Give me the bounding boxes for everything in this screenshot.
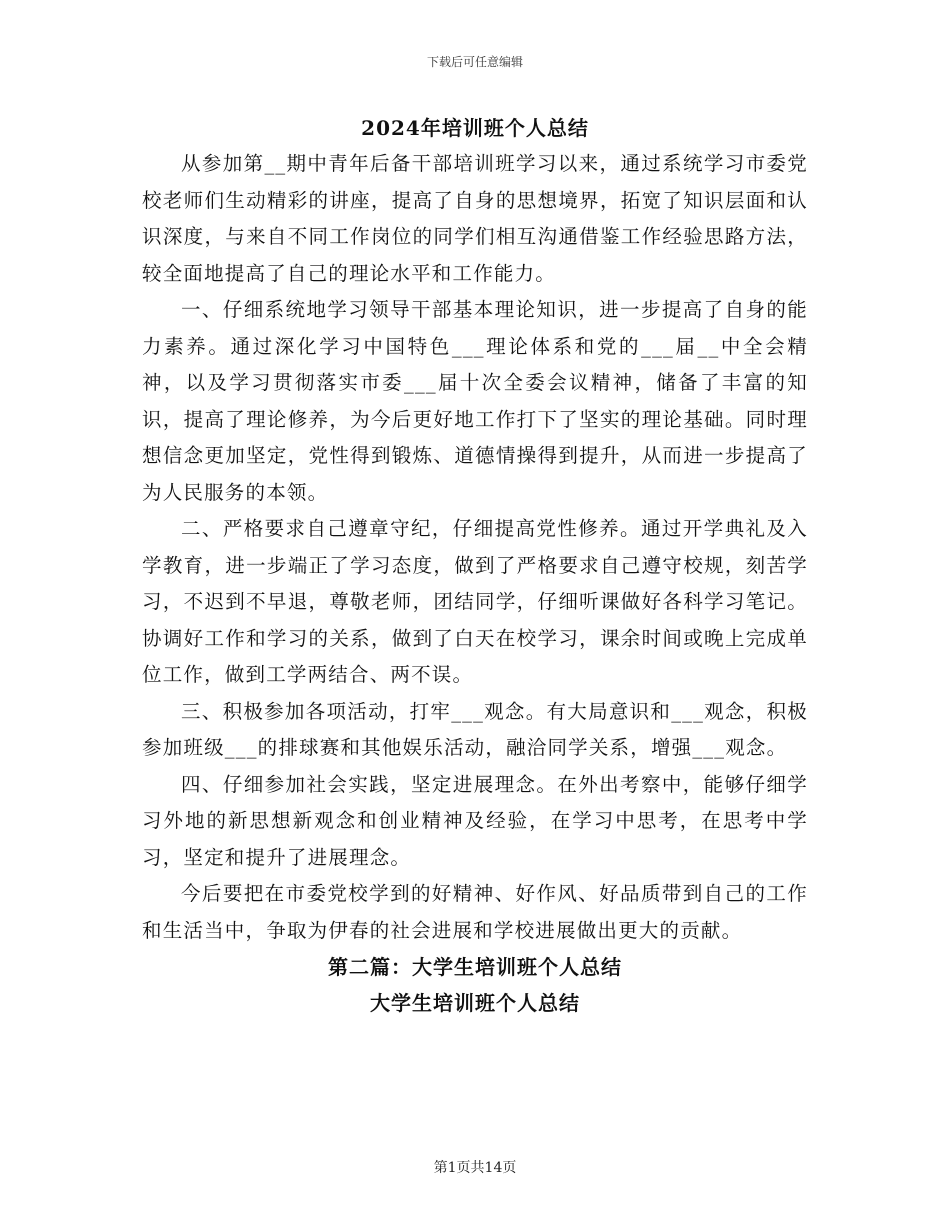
section-heading: 第二篇：大学生培训班个人总结 xyxy=(328,955,622,979)
page-header-note: 下载后可任意编辑 xyxy=(426,55,523,69)
paragraph-point-3: 三、积极参加各项活动，打牢___观念。有大局意识和___观念，积极参加班级___的排球赛和其他娱乐活动，融洽同学关系，增强___观念。 xyxy=(142,699,808,759)
paragraph-conclusion: 今后要把在市委党校学到的好精神、好作风、好品质带到自己的工作和生活当中，争取为伊春的社会进展和学校进展做出更大的贡献。 xyxy=(142,882,808,942)
section-subheading: 大学生培训班个人总结 xyxy=(370,991,580,1015)
document-body xyxy=(142,146,808,1021)
paragraph-point-4: 四、仔细参加社会实践，坚定进展理念。在外出考察中，能够仔细学习外地的新思想新观念和创业精神及经验，在学习中思考，在思考中学习，坚定和提升了进展理念。 xyxy=(142,772,808,869)
paragraph-intro: 从参加第__期中青年后备干部培训班学习以来，通过系统学习市委党校老师们生动精彩的讲座，提高了自身的思想境界，拓宽了知识层面和认识深度，与来自不同工作岗位的同学们相互沟通借鉴工作经验思路方法，较全面地提高了自己的理论水平和工作能力。 xyxy=(142,152,808,285)
document-title: 2024年培训班个人总结 xyxy=(361,116,589,140)
paragraph-point-2: 二、严格要求自己遵章守纪，仔细提高党性修养。通过开学典礼及入学教育，进一步端正了学习态度，做到了严格要求自己遵守校规，刻苦学习，不迟到不早退，尊敬老师，团结同学，仔细听课做好各科学习笔记。协调好工作和学习的关系，做到了白天在校学习，课余时间或晚上完成单位工作，做到工学两结合、两不误。 xyxy=(142,517,808,686)
page-number: 第1页共14页 xyxy=(433,1160,517,1176)
paragraph-point-1: 一、仔细系统地学习领导干部基本理论知识，进一步提高了自身的能力素养。通过深化学习中国特色___理论体系和党的___届__中全会精神，以及学习贯彻落实市委___届十次全委会议精神，储备了丰富的知识，提高了理论修养，为今后更好地工作打下了坚实的理论基础。同时理想信念更加坚定，党性得到锻炼、道德情操得到提升，从而进一步提高了为人民服务的本领。 xyxy=(142,298,808,504)
